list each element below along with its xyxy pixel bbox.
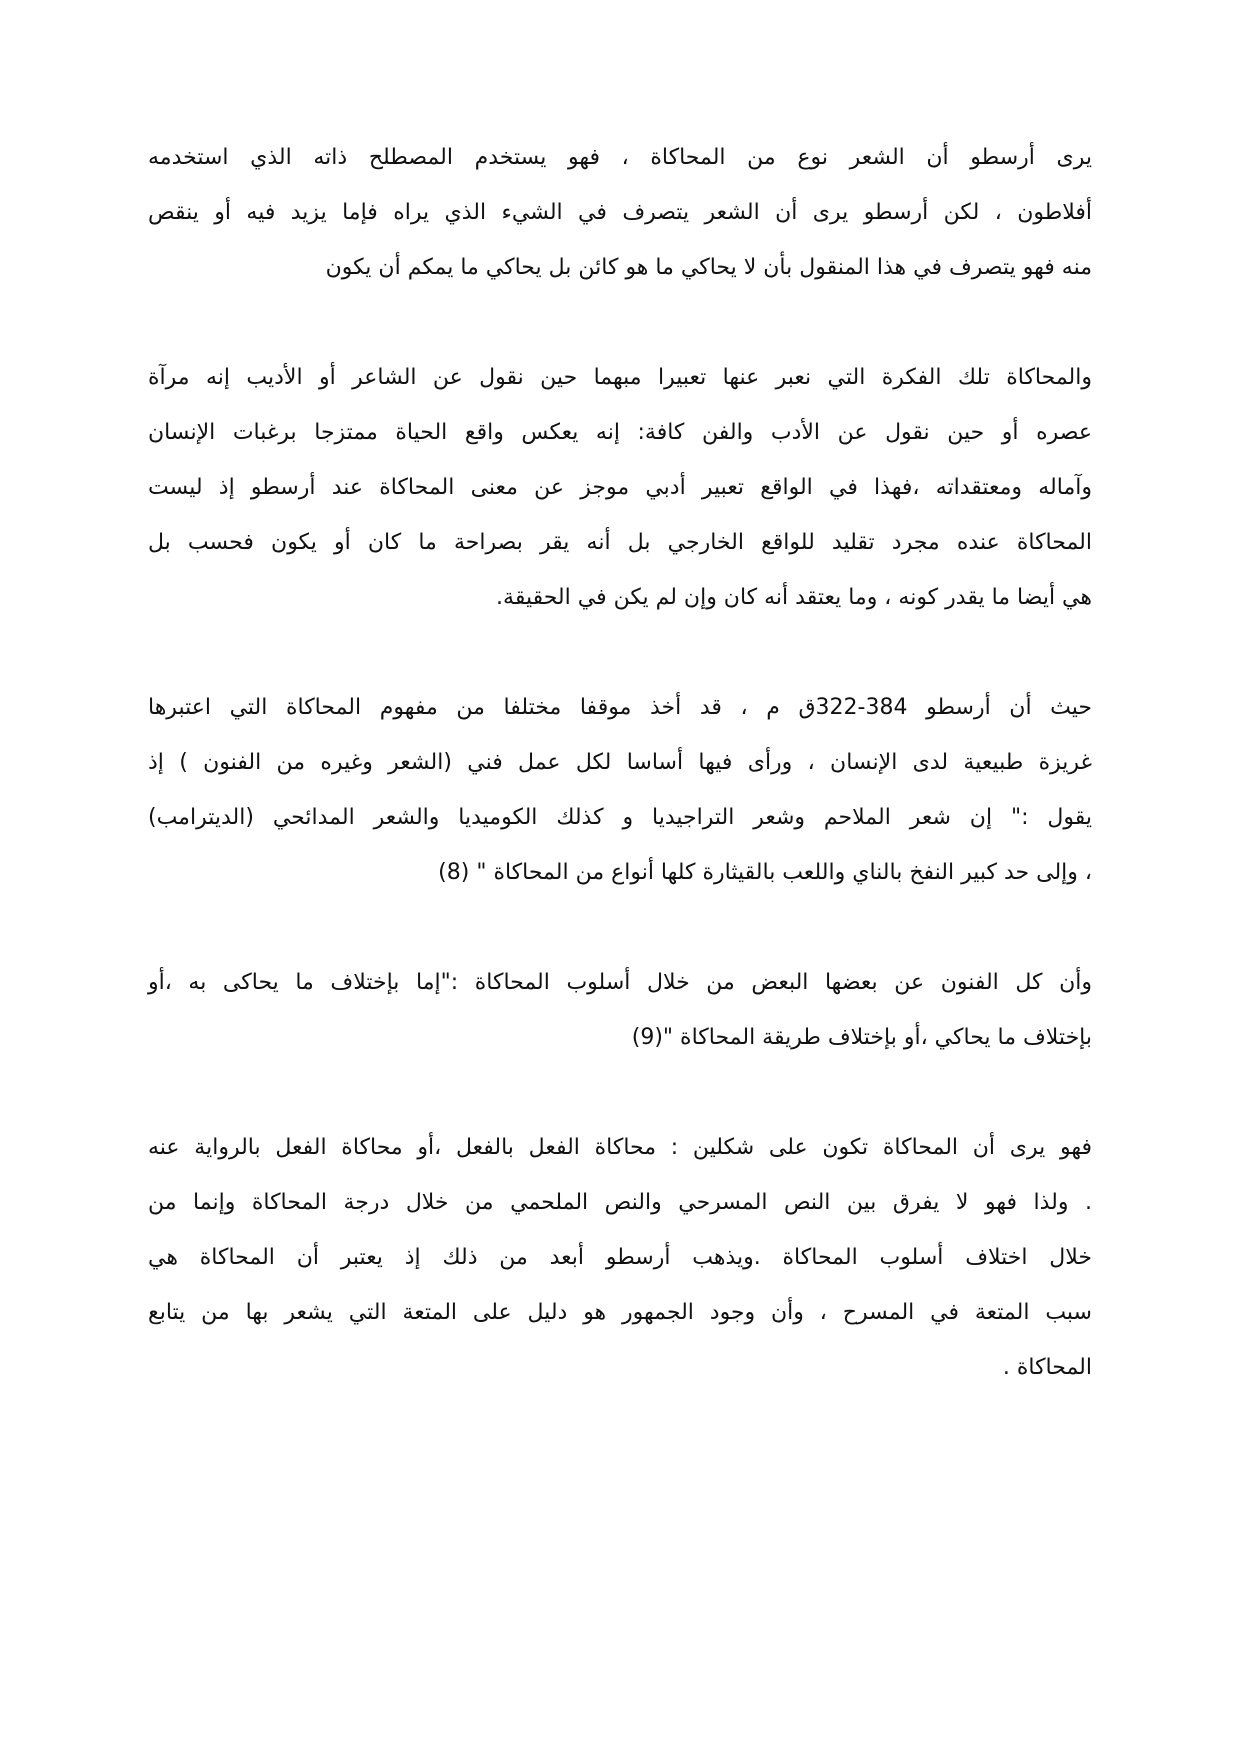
text-line: وآماله ومعتقداته ،فهذا في الواقع تعبير أدبي موجز عن معنى المحاكاة عند أرسطو إذ ليست <box>148 475 1092 500</box>
text-line: المحاكاة . <box>1002 1355 1092 1380</box>
paragraph-aristotle-position <box>148 680 1092 900</box>
text-line: سبب المتعة في المسرح ، وأن وجود الجمهور هو دليل على المتعة التي يشعر بها من يتابع <box>148 1300 1092 1325</box>
text-line: هي أيضا ما يقدر كونه ، وما يعتقد أنه كان وإن لم يكن في الحقيقة. <box>496 585 1092 610</box>
document-page <box>148 130 1092 1450</box>
text-line: وأن كل الفنون عن بعضها البعض من خلال أسلوب المحاكاة :"إما بإختلاف ما يحاكى به ،أو <box>148 970 1092 995</box>
text-line: عصره أو حين نقول عن الأدب والفن كافة: إنه يعكس واقع الحياة ممتزجا برغبات الإنسان <box>148 420 1092 445</box>
text-line: خلال اختلاف أسلوب المحاكاة .ويذهب أرسطو أبعد من ذلك إذ يعتبر أن المحاكاة هي <box>148 1245 1092 1270</box>
text-line: المحاكاة عنده مجرد تقليد للواقع الخارجي بل أنه يقر بصراحة ما كان أو يكون فحسب بل <box>148 530 1092 555</box>
text-line: أفلاطون ، لكن أرسطو يرى أن الشعر يتصرف في الشيء الذي يراه فإما يزيد فيه أو ينقص <box>148 200 1092 225</box>
text-line: والمحاكاة تلك الفكرة التي نعبر عنها تعبيرا مبهما حين نقول عن الشاعر أو الأديب إنه مرآة <box>148 365 1092 390</box>
paragraph-arts-differences <box>148 955 1092 1065</box>
text-line: يقول :" إن شعر الملاحم وشعر التراجيديا و كذلك الكوميديا والشعر المدائحي (الديترامب) <box>148 805 1092 830</box>
text-line: . ولذا فهو لا يفرق بين النص المسرحي والنص الملحمي من خلال درجة المحاكاة وإنما من <box>148 1190 1092 1215</box>
paragraph-two-forms-of-mimesis <box>148 1120 1092 1395</box>
text-line: يرى أرسطو أن الشعر نوع من المحاكاة ، فهو يستخدم المصطلح ذاته الذي استخدمه <box>148 145 1092 170</box>
paragraph-mimesis-definition <box>148 350 1092 625</box>
paragraph-aristotle-poetry-mimesis <box>148 130 1092 295</box>
text-line: بإختلاف ما يحاكي ،أو بإختلاف طريقة المحاكاة "(9) <box>631 1025 1092 1050</box>
text-line: منه فهو يتصرف في هذا المنقول بأن لا يحاكي ما هو كائن بل يحاكي ما يمكم أن يكون <box>325 255 1092 280</box>
text-line: حيث أن أرسطو 384-322ق م ، قد أخذ موقفا مختلفا من مفهوم المحاكاة التي اعتبرها <box>148 695 1093 720</box>
text-line: فهو يرى أن المحاكاة تكون على شكلين : محاكاة الفعل بالفعل ،أو محاكاة الفعل بالرواية عنه <box>148 1135 1092 1160</box>
text-line: ، وإلى حد كبير النفخ بالناي واللعب بالقيثارة كلها أنواع من المحاكاة " (8) <box>438 860 1092 885</box>
text-line: غريزة طبيعية لدى الإنسان ، ورأى فيها أساسا لكل عمل فني (الشعر وغيره من الفنون ) إذ <box>148 750 1092 775</box>
